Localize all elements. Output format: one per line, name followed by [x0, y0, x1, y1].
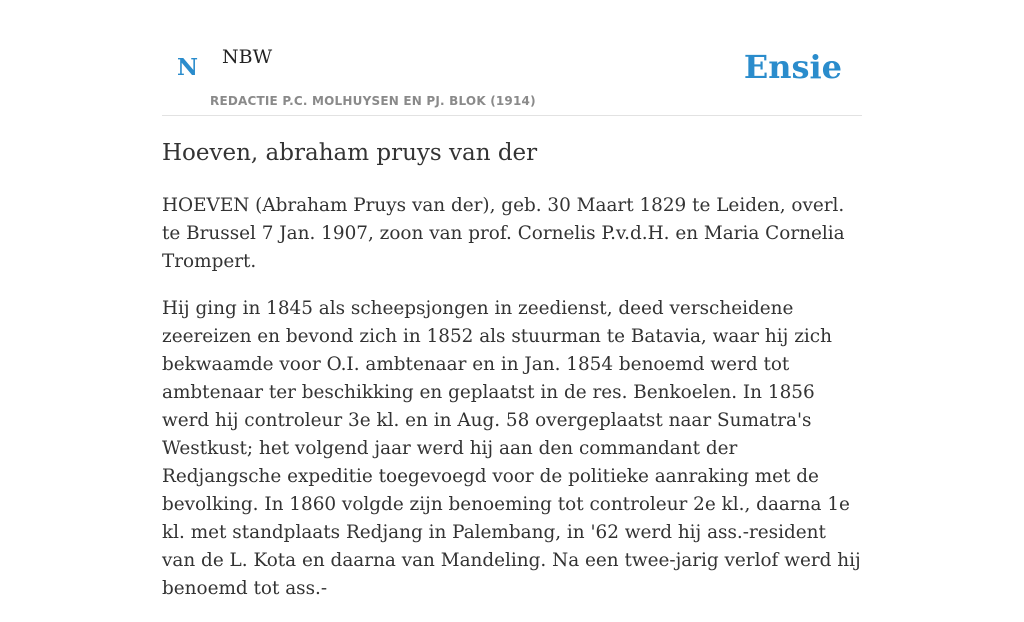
source-name[interactable]: NBW — [222, 46, 273, 68]
article-paragraph: Hij ging in 1845 als scheepsjongen in zeedienst, deed verscheidene zeereizen en bevond zich in 1852 als stuurman te Batavia, waar hij zich bekwaamde voor O.I. ambtenaar en in Jan. 1854 benoemd werd tot ambtenaar ter beschikking en geplaatst in de res. Benkoelen. In 1856 werd hij controleur 3e kl. en in Aug. 58 overgeplaatst naar Sumatra's Westkust; het volgend jaar werd hij aan den commandant der Redjangsche expeditie toegevoegd voor de politieke aanraking met de bevolking. In 1860 volgde zijn benoeming tot controleur 2e kl., daarna 1e kl. met standplaats Redjang in Palembang, in '62 werd hij ass.-resident van de L. Kota en daarna van Mandeling. Na een twee-jarig verlof werd hij benoemd tot ass.- — [162, 298, 861, 599]
source-header — [162, 0, 862, 116]
article-paragraph: HOEVEN (Abraham Pruys van der), geb. 30 Maart 1829 te Leiden, overl. te Brussel 7 Jan. 1907, zoon van prof. Cornelis P.v.d.H. en Maria Cornelia Trompert. — [162, 195, 845, 272]
source-logo[interactable]: N — [177, 54, 199, 81]
source-subtitle: REDACTIE P.C. MOLHUYSEN EN PJ. BLOK (1914) — [210, 94, 536, 108]
article-body — [162, 192, 862, 622]
article-title: Hoeven, abraham pruys van der — [162, 140, 538, 166]
page — [162, 0, 862, 599]
brand-logo[interactable]: Ensie — [743, 48, 842, 86]
